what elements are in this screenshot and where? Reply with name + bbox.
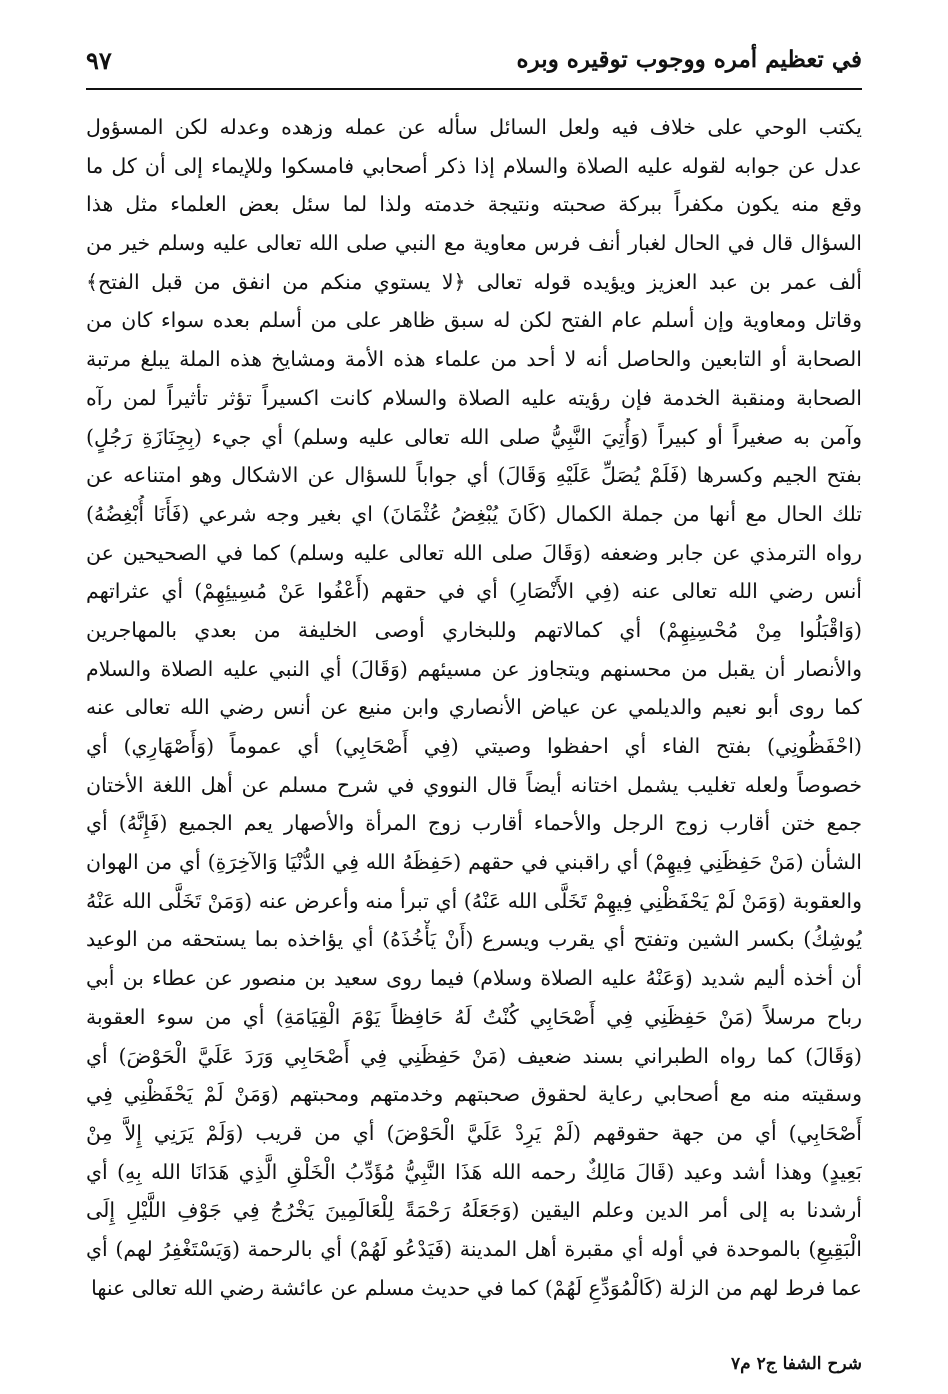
page-number: ٩٧ [86,46,112,75]
text-line: بفتح الجيم وكسرها (فَلَمْ يُصَلِّ عَلَيْهِ وَقَالَ) أي جواباً للسؤال عن الاشكال وهو امتناعه عن [86,463,862,488]
text-line: جمع ختن أقارب زوج الرجل والأحماء أقارب زوج المرأة والأصهار يعم الجميع (فَإِنَّهُ) أي [86,811,862,836]
text-line: يكتب الوحي على خلاف فيه ولعل السائل سأله عن عمله وزهده وعدله لكن المسؤول [86,115,862,139]
text-line: يُوشِكُ) بكسر الشين وتفتح أي يقرب ويسرع (أَنْ يَأْخُذَهُ) أي يؤاخذه بما يستحقه من الوعيد [86,927,862,952]
text-line: (احْفَظُونِي) بفتح الفاء أي احفظوا وصيتي (فِي أَصْحَابِي) أي عموماً (وَأَصْهَارِي) أي [86,734,862,758]
text-line: خصوصاً ولعله تغليب يشمل اختانه أيضاً قال النووي في شرح مسلم عن أهل اللغة الأختان [86,772,862,797]
text-line: أرشدنا به إلى أمر الدين وعلم اليقين (وَجَعَلَهُ رَحْمَةً لِلْعَالَمِينَ يَخْرُجُ فِي جَوْفِ اللَّيْلِ إِلَى [86,1198,862,1223]
text-line: كما روى أبو نعيم والديلمي عن عياض الأنصاري وابن منيع عن أنس رضي الله تعالى عنه [86,695,862,720]
text-line: عما فرط لهم من الزلة (كَالْمُوَدِّعِ لَهُمْ) كما في حديث مسلم عن عائشة رضي الله تعالى عنها [91,1275,862,1300]
text-line: الشأن (مَنْ حَفِظَنِي فِيهِمْ) أي راقبني في حقهم (حَفِظَهُ الله فِي الدُّنْيَا وَالآخِرَةِ) أي من الهوان [86,850,862,875]
text-line: أَصْحَابِي) أي من جهة حقوقهم (لَمْ يَرِدْ عَلَيَّ الْحَوْضَ) أي من قريب (وَلَمْ يَرَنِي إِلاَّ مِنْ [86,1120,862,1145]
text-line: أن أخذه أليم شديد (وَعَنْهُ عليه الصلاة وسلام) فيما روى سعيد بن منصور عن عطاء بن أبي [86,966,862,991]
text-line: السؤال قال في الحال لغبار أنف فرس معاوية مع النبي صلى الله تعالى عليه وسلم خير من [86,231,862,256]
text-line: والأنصار أن يقبل من محسنهم ويتجاوز عن مسيئهم (وَقَالَ) أي النبي عليه الصلاة والسلام [86,656,862,681]
text-line: وقع منه يكون مكفراً ببركة صحبته ونتيجة خدمته ولذا لما سئل بعض العلماء مثل هذا [86,192,862,217]
text-line: رباح مرسلاً (مَنْ حَفِظَنِي فِي أَصْحَابِي كُنْتُ لَهُ حَافِظاً يَوْمَ الْقِيَامَةِ) أي من سوء العقوبة [86,1004,862,1029]
page-header [86,40,862,90]
text-line: الصحابة ومنقبة الخدمة فإن رؤيته عليه الصلاة والسلام كانت اكسيراً تؤثر تأثيراً لمن رآه [86,385,862,410]
text-line: تلك الحال مع أنها من جملة الكمال (كَانَ يُبْغِضُ عُثْمَانَ) اي بغير وجه شرعي (فَأَنَا أُبْغِضُهُ) [86,501,862,526]
text-line: (وَاقْبَلُوا مِنْ مُحْسِنِهِمْ) أي كمالاتهم وللبخاري أوصى الخليفة من بعدي بالمهاجرين [86,617,862,642]
text-line: عدل عن جوابه لقوله عليه الصلاة والسلام إذا ذكر أصحابي فامسكوا وللإيماء إلى أن كل ما [86,153,862,178]
running-title: في تعظيم أمره ووجوب توقيره وبره [516,46,862,73]
text-line: بَعِيدٍ) وهذا أشد وعيد (قَالَ مَالِكٌ رحمه الله هَذَا النَّبِيُّ مُؤَدِّبُ الْخَلْقِ الَّذِي هَدَانَا الله بِهِ) أي [86,1159,862,1184]
text-line: ألف عمر بن عبد العزيز ويؤيده قوله تعالى ﴿لا يستوي منكم من انفق من قبل الفتح﴾ [86,269,862,294]
text-line: وسقيته منه مع أصحابي رعاية لحقوق صحبتهم وخدمتهم ومحبتهم (وَمَنْ لَمْ يَحْفَظْنِي فِي [86,1082,862,1107]
text-line: وقاتل ومعاوية وإن أسلم عام الفتح لكن له سبق ظاهر على من أسلم بعده سواء كان من [86,308,862,333]
body-text [86,108,862,1307]
footer-signature: شرح الشفا ج٢ م٧ [731,1354,862,1374]
text-line: رواه الترمذي عن جابر وضعفه (وَقَالَ صلى الله تعالى عليه وسلم) كما في الصحيحين عن [86,540,862,565]
text-line: والعقوبة (وَمَنْ لَمْ يَحْفَظْنِي فِيهِمْ تَخَلَّى الله عَنْهُ) أي تبرأ منه وأعرض عنه (وَمَنْ تَخَلَّى الله عَنْهُ [86,888,862,913]
header-divider [86,88,862,90]
text-line: الصحابة أو التابعين والحاصل أنه لا أحد من علماء هذه الأمة ومشايخ هذه الملة يبلغ مرتبة [86,347,862,372]
text-line: وآمن به صغيراً أو كبيراً (وَأُتِيَ النَّبِيُّ صلى الله تعالى عليه وسلم) أي جيء (بِجِنَازَةِ رَجُلٍ) [86,424,862,449]
text-line: الْبَقِيعِ) بالموحدة في أوله أي مقبرة أهل المدينة (فَيَدْعُو لَهُمْ) أي بالرحمة (وَيَسْتَغْفِرُ لهم) أي [86,1236,862,1261]
text-line: (وَقَالَ) كما رواه الطبراني بسند ضعيف (مَنْ حَفِظَنِي فِي أَصْحَابِي وَرَدَ عَلَيَّ الْحَوْضَ) أي [86,1043,862,1068]
text-line: أنس رضي الله تعالى عنه (فِي الأَنْصَارِ) أي في حقهم (أَعْفُوا عَنْ مُسِيئِهِمْ) أي عثراتهم [86,579,862,604]
